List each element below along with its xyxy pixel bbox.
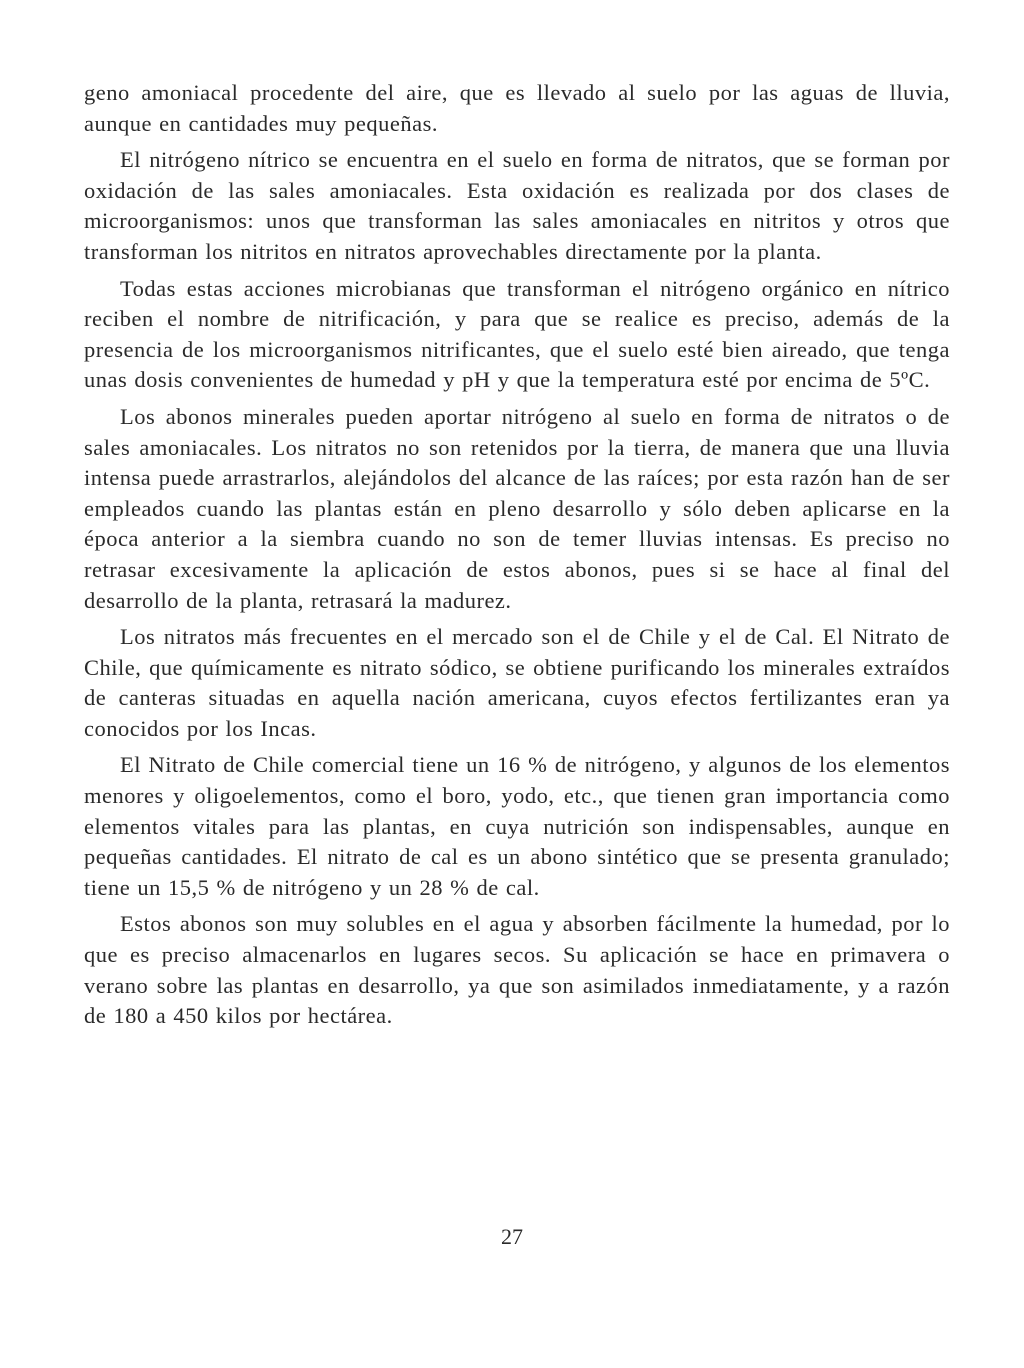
page-number: 27 bbox=[501, 1224, 523, 1249]
page-body bbox=[84, 78, 950, 1038]
paragraph-abonos-minerales: Los abonos minerales pueden aportar nitrógeno al suelo en forma de nitratos o de sales amoniacales. Los nitratos no son retenidos por la tierra, de manera que una lluvia intensa puede arrastrarlos, alejándolos del alcance de las raíces; por esta razón han de ser empleados cuando las plantas están en pleno desarrollo y sólo deben aplicarse en la época anterior a la siembra cuando no son de temer lluvias intensas. Es preciso no retrasar excesivamente la aplicación de estos abonos, pues si se hace al final del desarrollo de la planta, retrasará la madurez. bbox=[84, 403, 950, 613]
paragraph-continuation: geno amoniacal procedente del aire, que es llevado al suelo por las aguas de lluvia, aunque en cantidades muy pequeñas. bbox=[84, 80, 950, 136]
paragraph-nitrificacion: Todas estas acciones microbianas que transforman el nitrógeno orgánico en nítrico reciben el nombre de nitrificación, y para que se realice es preciso, además de la presencia de los microorganismos nitrificantes, que el suelo esté bien aireado, que tenga unas dosis convenientes de humedad y pH y que la temperatura esté por encima de 5ºC. bbox=[84, 275, 950, 393]
paragraph-solubilidad: Estos abonos son muy solubles en el agua y absorben fácilmente la humedad, por lo que es preciso almacenarlos en lugares secos. Su aplicación se hace en primavera o verano sobre las plantas en desarrollo, ya que son asimilados inmediatamente, y a razón de 180 a 450 kilos por hectárea. bbox=[84, 911, 950, 1029]
paragraph-nitratos-mercado: Los nitratos más frecuentes en el mercado son el de Chile y el de Cal. El Nitrato de Chile, que químicamente es nitrato sódico, se obtiene purificando los minerales extraídos de canteras situadas en aquella nación americana, cuyos efectos fertilizantes eran ya conocidos por los Incas. bbox=[84, 624, 950, 741]
paragraph-nitrato-chile: El Nitrato de Chile comercial tiene un 16 % de nitrógeno, y algunos de los elementos menores y oligoelementos, como el boro, yodo, etc., que tienen gran importancia como elementos vitales para las plantas, en cuya nutrición son indispensables, aunque en pequeñas cantidades. El nitrato de cal es un abono sintético que se presenta granulado; tiene un 15,5 % de nitrógeno y un 28 % de cal. bbox=[84, 752, 950, 900]
paragraph-nitrogeno-nitrico: El nitrógeno nítrico se encuentra en el suelo en forma de nitratos, que se forman por oxidación de las sales amoniacales. Esta oxidación es realizada por dos clases de microorganismos: unos que transforman las sales amoniacales en nitritos y otros que transforman los nitritos en nitratos aprovechables directamente por la planta. bbox=[84, 147, 950, 264]
